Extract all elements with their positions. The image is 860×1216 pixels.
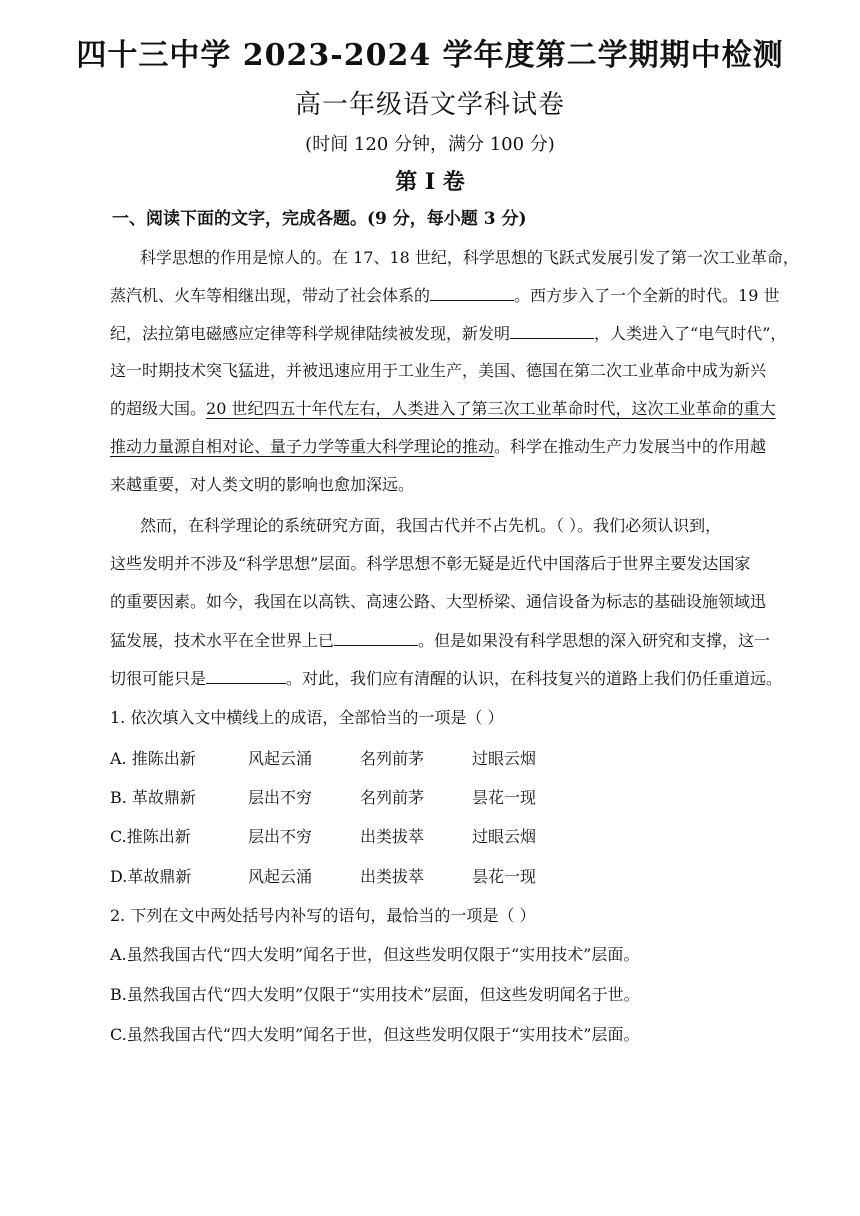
option-choice: 过眼云烟 bbox=[472, 827, 537, 846]
passage-line bbox=[110, 629, 816, 652]
passage-line: 然而，在科学理论的系统研究方面，我国古代并不占先机。（ ）。我们必须认识到， bbox=[140, 516, 722, 535]
passage-line bbox=[110, 398, 816, 420]
fill-blank bbox=[510, 322, 594, 339]
option-choice: 昙花一现 bbox=[472, 788, 537, 807]
passage-text: 猛发展，技术水平在全世界上已 bbox=[110, 631, 335, 650]
option-choice: 风起云涌 bbox=[248, 867, 313, 886]
underlined-sentence: 20 世纪四五十年代左右，人类进入了第三次工业革命时代，这次工业革命的重大 bbox=[206, 399, 776, 418]
underlined-sentence: 推动力量源自相对论、量子力学等重大科学理论的推动 bbox=[110, 437, 495, 456]
option-choice: 层出不穷 bbox=[248, 788, 313, 807]
time-info: (时间 120 分钟，满分 100 分) bbox=[305, 134, 555, 155]
question-2-stem: 2. 下列在文中两处括号内补写的语句，最恰当的一项是（ ） bbox=[110, 906, 536, 925]
option-label: A. 推陈出新 bbox=[110, 749, 196, 768]
option-choice: 层出不穷 bbox=[248, 827, 313, 846]
question-1-stem: 1. 依次填入文中横线上的成语，全部恰当的一项是（ ） bbox=[110, 708, 504, 727]
passage-line: 的重要因素。如今，我国在以高铁、高速公路、大型桥梁、通信设备为标志的基础设施领域迅 bbox=[110, 592, 767, 611]
passage-line bbox=[110, 322, 816, 345]
option-choice: 昙花一现 bbox=[472, 867, 537, 886]
passage-text: 的超级大国。 bbox=[110, 399, 207, 418]
option-label: D.革故鼎新 bbox=[110, 867, 192, 886]
option-choice: 风起云涌 bbox=[248, 749, 313, 768]
option-label: B. 革故鼎新 bbox=[110, 788, 196, 807]
q2-option-a: A.虽然我国古代“四大发明”闻名于世，但这些发明仅限于“实用技术”层面。 bbox=[110, 945, 640, 964]
passage-text: 。西方步入了一个全新的时代。19 世 bbox=[514, 286, 780, 305]
passage-line bbox=[110, 284, 816, 307]
passage-line: 这一时期技术突飞猛进，并被迅速应用于工业生产，美国、德国在第二次工业革命中成为新兴 bbox=[110, 361, 767, 380]
option-choice: 过眼云烟 bbox=[472, 749, 537, 768]
passage-text: 。对此，我们应有清醒的认识，在科技复兴的道路上我们仍任重道远。 bbox=[286, 669, 783, 688]
fill-blank bbox=[334, 629, 418, 646]
option-choice: 出类拔萃 bbox=[360, 867, 425, 886]
passage-text: 纪，法拉第电磁感应定律等科学规律陆续被发现，新发明 bbox=[110, 324, 511, 343]
fill-blank bbox=[430, 284, 514, 301]
option-label: C.推陈出新 bbox=[110, 827, 191, 846]
section-heading: 一、阅读下面的文字，完成各题。(9 分，每小题 3 分) bbox=[112, 209, 527, 229]
passage-line: 科学思想的作用是惊人的。在 17、18 世纪，科学思想的飞跃式发展引发了第一次工业革命， bbox=[140, 248, 799, 267]
exam-title: 四十三中学 2023-2024 学年度第二学期期中检测 bbox=[76, 38, 784, 73]
passage-text: ，人类进入了“电气时代”， bbox=[594, 324, 787, 343]
q2-option-c: C.虽然我国古代“四大发明”闻名于世，但这些发明仅限于“实用技术”层面。 bbox=[110, 1025, 640, 1044]
q2-option-b: B.虽然我国古代“四大发明”仅限于“实用技术”层面，但这些发明闻名于世。 bbox=[110, 985, 640, 1004]
passage-line bbox=[110, 667, 816, 690]
option-choice: 出类拔萃 bbox=[360, 827, 425, 846]
passage-line: 这些发明并不涉及“科学思想”层面。科学思想不彰无疑是近代中国落后于世界主要发达国家 bbox=[110, 554, 751, 573]
passage-line bbox=[110, 436, 816, 458]
grade-title: 高一年级语文学科试卷 bbox=[294, 90, 565, 120]
passage-text: 蒸汽机、火车等相继出现，带动了社会体系的 bbox=[110, 286, 431, 305]
fill-blank bbox=[206, 667, 286, 684]
passage-text: 。但是如果没有科学思想的深入研究和支撑，这一 bbox=[418, 631, 771, 650]
passage-line: 来越重要，对人类文明的影响也愈加深远。 bbox=[110, 475, 415, 494]
option-choice: 名列前茅 bbox=[360, 749, 425, 768]
passage-text: 。科学在推动生产力发展当中的作用越 bbox=[494, 437, 767, 456]
option-choice: 名列前茅 bbox=[360, 788, 425, 807]
volume-heading: 第 I 卷 bbox=[395, 169, 465, 195]
passage-text: 切很可能只是 bbox=[110, 669, 207, 688]
